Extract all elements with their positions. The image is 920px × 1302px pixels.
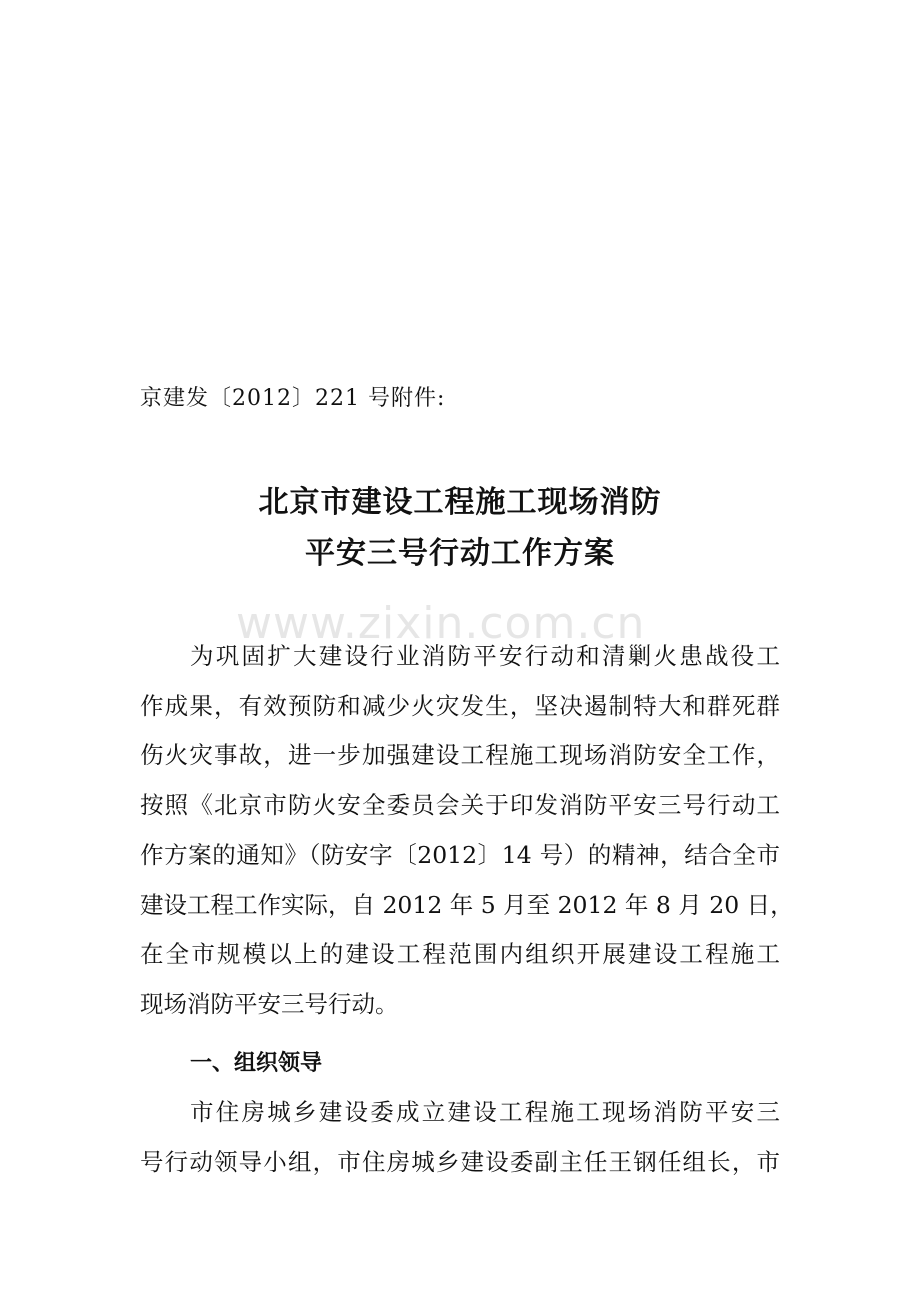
watermark: www.zixin.com.cn — [236, 598, 646, 649]
section-line: 市住房城乡建设委成立建设工程施工现场消防平安三 — [190, 1098, 780, 1126]
intro-line: 在全市规模以上的建设工程范围内组织开展建设工程施工 — [140, 940, 780, 968]
intro-line: 按照《北京市防火安全委员会关于印发消防平安三号行动工 — [140, 791, 780, 819]
intro-line: 为巩固扩大建设行业消防平安行动和清剿火患战役工 — [190, 642, 780, 670]
section-line: 号行动领导小组，市住房城乡建设委副主任王钢任组长，市 — [140, 1148, 780, 1176]
intro-line: 现场消防平安三号行动。 — [140, 990, 399, 1018]
intro-line: 建设工程工作实际，自 2012 年 5 月至 2012 年 8 月 20 日， — [140, 891, 794, 919]
document-reference: 京建发〔2012〕221 号附件: — [140, 386, 446, 411]
section-heading-organization: 一、组织领导 — [190, 1051, 323, 1076]
intro-line: 作方案的通知》（防安字〔2012〕14 号）的精神，结合全市 — [140, 841, 780, 869]
document-title-line-2: 平安三号行动工作方案 — [305, 536, 615, 571]
intro-line: 作成果，有效预防和减少火灾发生，坚决遏制特大和群死群 — [140, 692, 780, 720]
intro-line: 伤火灾事故，进一步加强建设工程施工现场消防安全工作， — [140, 741, 780, 769]
document-title-line-1: 北京市建设工程施工现场消防 — [258, 485, 662, 520]
